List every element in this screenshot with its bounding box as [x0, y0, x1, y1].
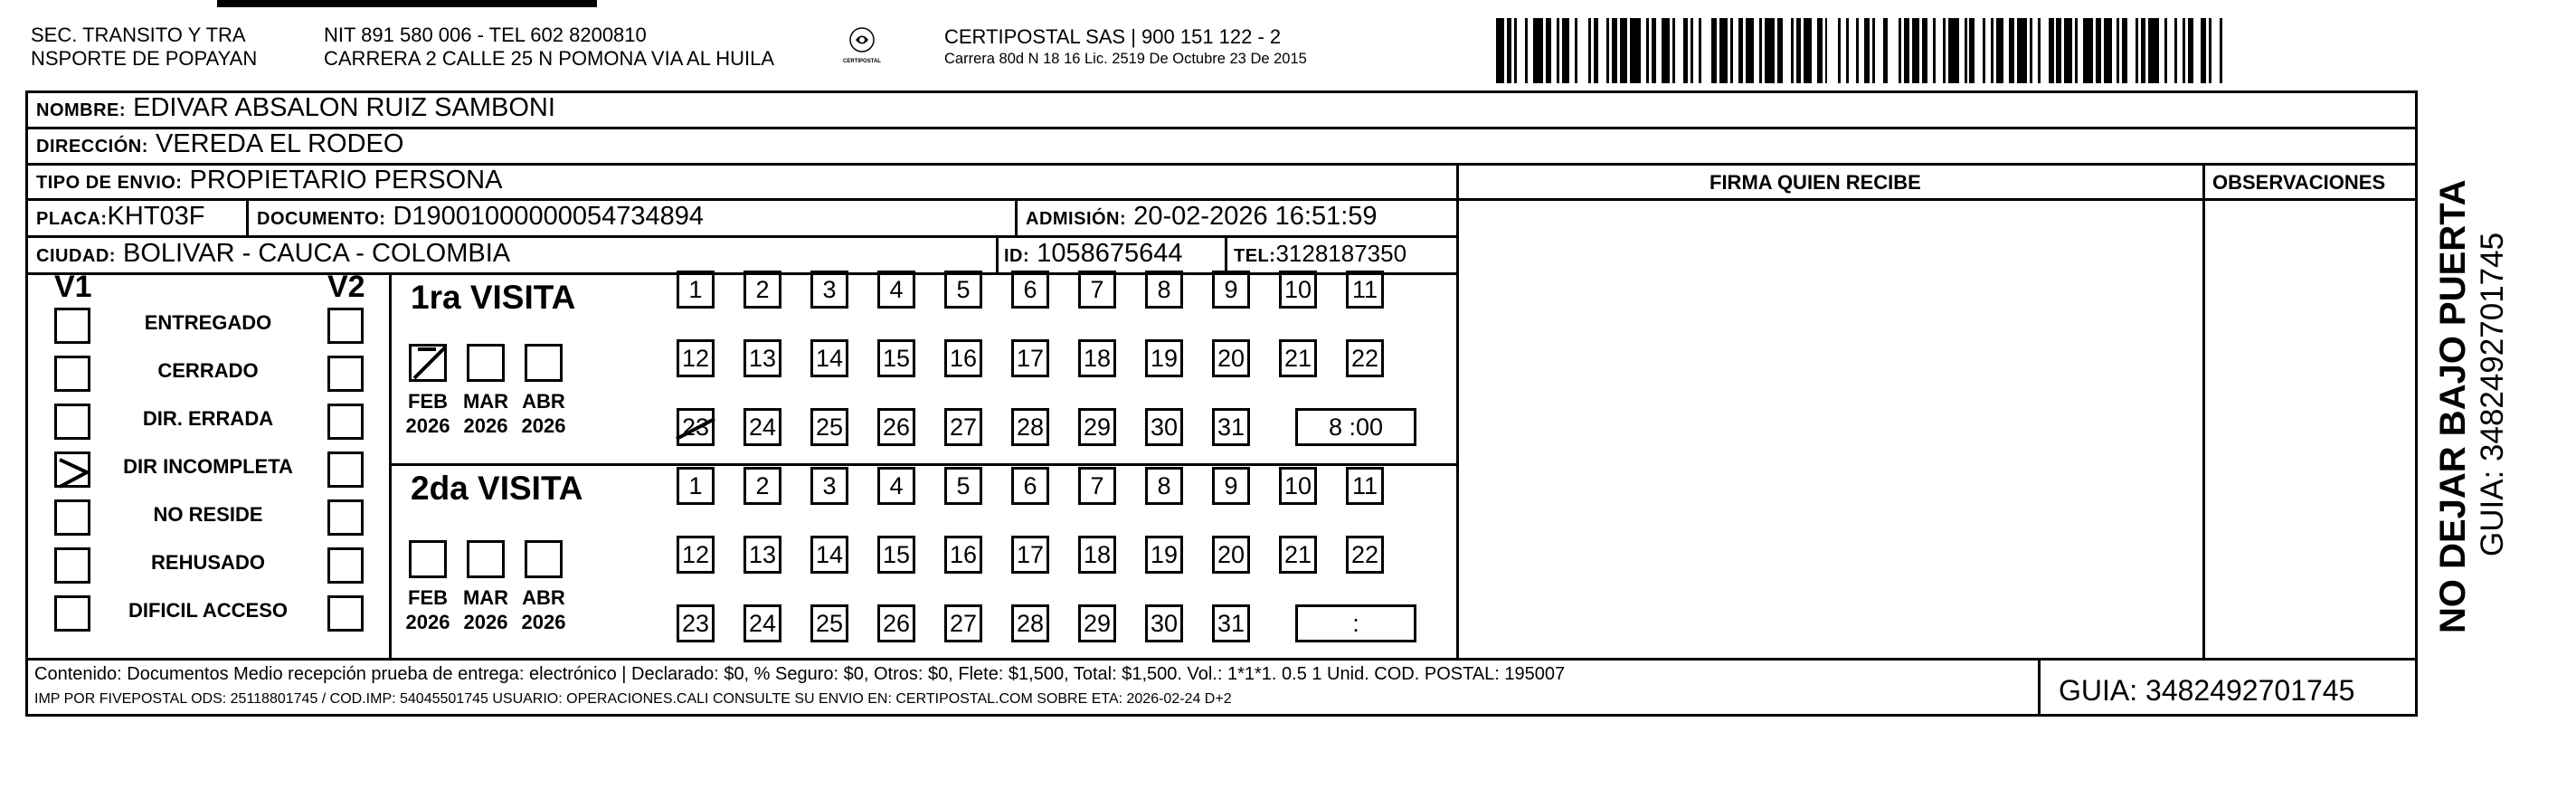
day-box[interactable]: 13: [743, 339, 781, 377]
company-line: CERTIPOSTAL SAS | 900 151 122 - 2: [944, 25, 1282, 48]
month-year: 2026: [521, 611, 566, 633]
day-box[interactable]: 31: [1212, 604, 1250, 642]
day-box[interactable]: 15: [877, 339, 915, 377]
v2-checkbox[interactable]: [327, 356, 364, 392]
barcode-bar: [1517, 18, 1525, 83]
barcode-bar: [1598, 18, 1606, 83]
direccion-label: DIRECCIÓN:: [36, 137, 148, 157]
v2-checkbox[interactable]: [327, 547, 364, 584]
strike-mark-icon: [673, 412, 718, 448]
barcode-bar: [2127, 18, 2136, 83]
barcode-bar: [1827, 18, 1838, 83]
barcode-bar: [1912, 18, 1920, 83]
v2-checkbox[interactable]: [327, 452, 364, 488]
id-field: [1004, 238, 1183, 271]
nombre-value: EDIVAR ABSALON RUIZ SAMBONI: [133, 93, 555, 122]
day-box[interactable]: 14: [810, 339, 848, 377]
id-label: ID:: [1004, 246, 1030, 266]
day-box[interactable]: 4: [877, 271, 915, 309]
side-guia: GUIA: 3482492701745: [2475, 232, 2510, 556]
day-box[interactable]: 14: [810, 536, 848, 574]
v2-checkbox[interactable]: [327, 595, 364, 632]
scan-mark: [217, 0, 597, 7]
day-box[interactable]: 7: [1078, 271, 1116, 309]
day-box[interactable]: 31: [1212, 408, 1250, 446]
day-box[interactable]: 23: [677, 408, 715, 446]
sender-line-2: NSPORTE DE POPAYAN: [31, 47, 258, 70]
day-box[interactable]: 18: [1078, 339, 1116, 377]
contenido-line: Contenido: Documentos Medio recepción prueba de entrega: electrónico | Declarado: $0, % Seguro: $0, Otros: $0, Flete: $1,500, Total: $1,500. Vol.: 1*1*1. 0.5 1 Unid. COD. POSTAL: 195007: [34, 664, 1566, 684]
status-label: CERRADO: [157, 359, 259, 382]
logo-text: CERTIPOSTAL: [843, 59, 881, 64]
month-year: 2026: [405, 611, 450, 633]
barcode-bar: [1577, 18, 1588, 83]
day-box[interactable]: 25: [810, 604, 848, 642]
barcode-bar: [1888, 18, 1899, 83]
barcode-bar: [1533, 18, 1544, 83]
barcode-bar: [1630, 18, 1641, 83]
sender-contact: [324, 24, 774, 71]
imp-line: IMP POR FIVEPOSTAL ODS: 25118801745 / COD.IMP: 54045501745 USUARIO: OPERACIONES.CALI CONSULTE SU ENVIO EN: CERTIPOSTAL.COM SOBRE ETA: 2026-02-24 D+2: [34, 691, 1232, 707]
month-name: ABR: [522, 390, 565, 413]
day-box[interactable]: 10: [1279, 271, 1317, 309]
month-year: 2026: [521, 414, 566, 437]
direccion-value: VEREDA EL RODEO: [155, 129, 404, 158]
second-visit-time[interactable]: :: [1295, 604, 1416, 642]
day-box[interactable]: 5: [944, 271, 982, 309]
observaciones-header: OBSERVACIONES: [2212, 171, 2386, 194]
documento-field: [257, 201, 704, 234]
first-visit-title: 1ra VISITA: [411, 279, 576, 316]
month-label: [516, 389, 571, 438]
day-box[interactable]: 7: [1078, 467, 1116, 505]
day-box[interactable]: 27: [944, 604, 982, 642]
barcode-bar: [2148, 18, 2159, 83]
address-line: CARRERA 2 CALLE 25 N POMONA VIA AL HUILA: [324, 47, 775, 70]
day-box[interactable]: 21: [1279, 339, 1317, 377]
month-label: [459, 389, 513, 438]
barcode-bar: [1675, 18, 1683, 83]
status-label: DIR INCOMPLETA: [123, 455, 293, 478]
day-box[interactable]: 2: [743, 467, 781, 505]
day-box[interactable]: 30: [1145, 408, 1183, 446]
day-box[interactable]: 16: [944, 339, 982, 377]
day-box[interactable]: 2: [743, 271, 781, 309]
day-box[interactable]: 23: [677, 604, 715, 642]
day-box[interactable]: 4: [877, 467, 915, 505]
day-box[interactable]: 15: [877, 536, 915, 574]
day-box[interactable]: 26: [877, 604, 915, 642]
placa-field: [36, 201, 205, 234]
day-box[interactable]: 24: [743, 604, 781, 642]
month-year: 2026: [405, 414, 450, 437]
documento-label: DOCUMENTO:: [257, 209, 386, 229]
day-box[interactable]: 3: [810, 467, 848, 505]
barcode-bar: [2193, 18, 2202, 83]
month-checkbox[interactable]: [525, 540, 563, 578]
day-box[interactable]: 6: [1011, 467, 1049, 505]
day-box[interactable]: 8: [1145, 467, 1183, 505]
direccion-field: [36, 128, 403, 162]
day-box[interactable]: 10: [1279, 467, 1317, 505]
status-label: ENTREGADO: [144, 311, 272, 334]
sender-line-1: SEC. TRANSITO Y TRA: [31, 24, 246, 46]
barcode-bar: [1804, 18, 1812, 83]
tipo-envio-label: TIPO DE ENVIO:: [36, 173, 183, 193]
day-box[interactable]: 6: [1011, 271, 1049, 309]
firma-header: FIRMA QUIEN RECIBE: [1709, 171, 1921, 194]
month-checkbox[interactable]: [525, 344, 563, 382]
day-box[interactable]: 12: [677, 536, 715, 574]
day-box[interactable]: 18: [1078, 536, 1116, 574]
day-box[interactable]: 9: [1212, 467, 1250, 505]
month-name: FEB: [408, 586, 448, 609]
month-check-icon: [409, 342, 450, 384]
day-box[interactable]: 22: [1346, 339, 1384, 377]
nit-line: NIT 891 580 006 - TEL 602 8200810: [324, 24, 647, 46]
status-label: DIR. ERRADA: [142, 407, 274, 430]
placa-value: KHT03F: [107, 202, 205, 231]
admision-value: 20-02-2026 16:51:59: [1133, 202, 1378, 231]
v1-checkbox[interactable]: [54, 595, 90, 632]
barcode-bar: [1746, 18, 1754, 83]
month-name: FEB: [408, 390, 448, 413]
side-warning: NO DEJAR BAJO PUERTA: [2433, 179, 2473, 633]
tipo-envio-value: PROPIETARIO PERSONA: [189, 166, 503, 195]
first-visit-time[interactable]: 8 :00: [1295, 408, 1416, 446]
day-box[interactable]: 29: [1078, 408, 1116, 446]
month-name: ABR: [522, 586, 565, 609]
v2-label: V2: [327, 270, 365, 304]
ciudad-value: BOLIVAR - CAUCA - COLOMBIA: [123, 239, 511, 268]
v1-checkbox[interactable]: [54, 308, 90, 344]
month-year: 2026: [463, 414, 508, 437]
day-box[interactable]: 12: [677, 339, 715, 377]
v1-checkbox[interactable]: [54, 547, 90, 584]
barcode-bar: [1701, 18, 1712, 83]
day-box[interactable]: 1: [677, 271, 715, 309]
placa-label: PLACA:: [36, 209, 108, 229]
tel-label: TEL:: [1234, 246, 1276, 266]
day-box[interactable]: 22: [1346, 536, 1384, 574]
day-box[interactable]: 9: [1212, 271, 1250, 309]
barcode-bar: [1620, 18, 1628, 83]
day-box[interactable]: 20: [1212, 536, 1250, 574]
month-name: MAR: [462, 390, 509, 413]
barcode-bar: [1719, 18, 1728, 83]
v2-checkbox[interactable]: [327, 499, 364, 536]
day-box[interactable]: 29: [1078, 604, 1116, 642]
month-label: [401, 585, 455, 634]
day-box[interactable]: 16: [944, 536, 982, 574]
barcode: [1496, 18, 2229, 83]
footer-guia: GUIA: 3482492701745: [2059, 674, 2355, 707]
day-box[interactable]: 28: [1011, 408, 1049, 446]
day-box[interactable]: 19: [1145, 339, 1183, 377]
day-box[interactable]: 20: [1212, 339, 1250, 377]
day-box[interactable]: 11: [1346, 271, 1384, 309]
day-box[interactable]: 27: [944, 408, 982, 446]
barcode-bar: [2167, 18, 2175, 83]
barcode-bar: [2104, 18, 2112, 83]
admision-field: [1026, 201, 1378, 234]
day-box[interactable]: 19: [1145, 536, 1183, 574]
day-box[interactable]: 17: [1011, 536, 1049, 574]
license-line: Carrera 80d N 18 16 Lic. 2519 De Octubre 23 De 2015: [944, 51, 1307, 67]
barcode-bar: [2211, 18, 2220, 83]
status-label: REHUSADO: [151, 551, 265, 574]
barcode-bar: [1948, 18, 1959, 83]
month-checkbox[interactable]: [409, 540, 447, 578]
tipo-envio-field: [36, 165, 502, 198]
documento-value: D19001000000054734894: [393, 202, 704, 231]
day-box[interactable]: 1: [677, 467, 715, 505]
tel-field: [1234, 238, 1406, 271]
barcode-bar: [2041, 18, 2049, 83]
barcode-bar: [1849, 18, 1857, 83]
v1-checkbox[interactable]: [54, 356, 90, 392]
admision-label: ADMISIÓN:: [1026, 209, 1127, 229]
month-label: [516, 585, 571, 634]
day-box[interactable]: 17: [1011, 339, 1049, 377]
day-box[interactable]: 8: [1145, 271, 1183, 309]
check-mark-icon: [54, 452, 94, 492]
barcode-bar: [2083, 18, 2094, 83]
v1-checkbox[interactable]: [54, 499, 90, 536]
day-box[interactable]: 5: [944, 467, 982, 505]
day-box[interactable]: 30: [1145, 604, 1183, 642]
nombre-label: NOMBRE:: [36, 100, 127, 120]
nombre-field: [36, 92, 555, 126]
day-box[interactable]: 11: [1346, 467, 1384, 505]
month-label: [459, 585, 513, 634]
barcode-bar: [2222, 18, 2228, 83]
v2-checkbox[interactable]: [327, 404, 364, 440]
month-checkbox[interactable]: [467, 540, 505, 578]
ciudad-field: [36, 238, 510, 271]
sender-entity: [31, 24, 257, 71]
status-label: NO RESIDE: [153, 503, 263, 526]
barcode-bar: [1765, 18, 1776, 83]
barcode-bar: [1662, 18, 1670, 83]
month-name: MAR: [462, 586, 509, 609]
day-box[interactable]: 28: [1011, 604, 1049, 642]
v2-checkbox[interactable]: [327, 308, 364, 344]
status-label: DIFICIL ACCESO: [128, 599, 288, 622]
day-box[interactable]: 24: [743, 408, 781, 446]
company-info: [944, 25, 1307, 69]
day-box[interactable]: 3: [810, 271, 848, 309]
certipostal-logo: [843, 25, 881, 71]
second-visit-title: 2da VISITA: [411, 470, 583, 507]
v1-checkbox[interactable]: [54, 404, 90, 440]
barcode-bar: [1562, 18, 1570, 83]
barcode-bar: [2064, 18, 2072, 83]
tel-value: 3128187350: [1275, 240, 1407, 267]
v1-label: V1: [54, 270, 92, 304]
barcode-bar: [1975, 18, 1983, 83]
barcode-bar: [1875, 18, 1883, 83]
barcode-bar: [1996, 18, 2004, 83]
day-box[interactable]: 13: [743, 536, 781, 574]
day-box[interactable]: 26: [877, 408, 915, 446]
barcode-bar: [1936, 18, 1944, 83]
month-year: 2026: [463, 611, 508, 633]
ciudad-label: CIUDAD:: [36, 246, 116, 266]
month-label: [401, 389, 455, 438]
day-box[interactable]: 25: [810, 408, 848, 446]
barcode-bar: [2017, 18, 2028, 83]
month-checkbox[interactable]: [467, 344, 505, 382]
day-box[interactable]: 21: [1279, 536, 1317, 574]
barcode-bar: [1496, 18, 1504, 83]
barcode-bar: [1783, 18, 1791, 83]
id-value: 1058675644: [1037, 239, 1183, 268]
